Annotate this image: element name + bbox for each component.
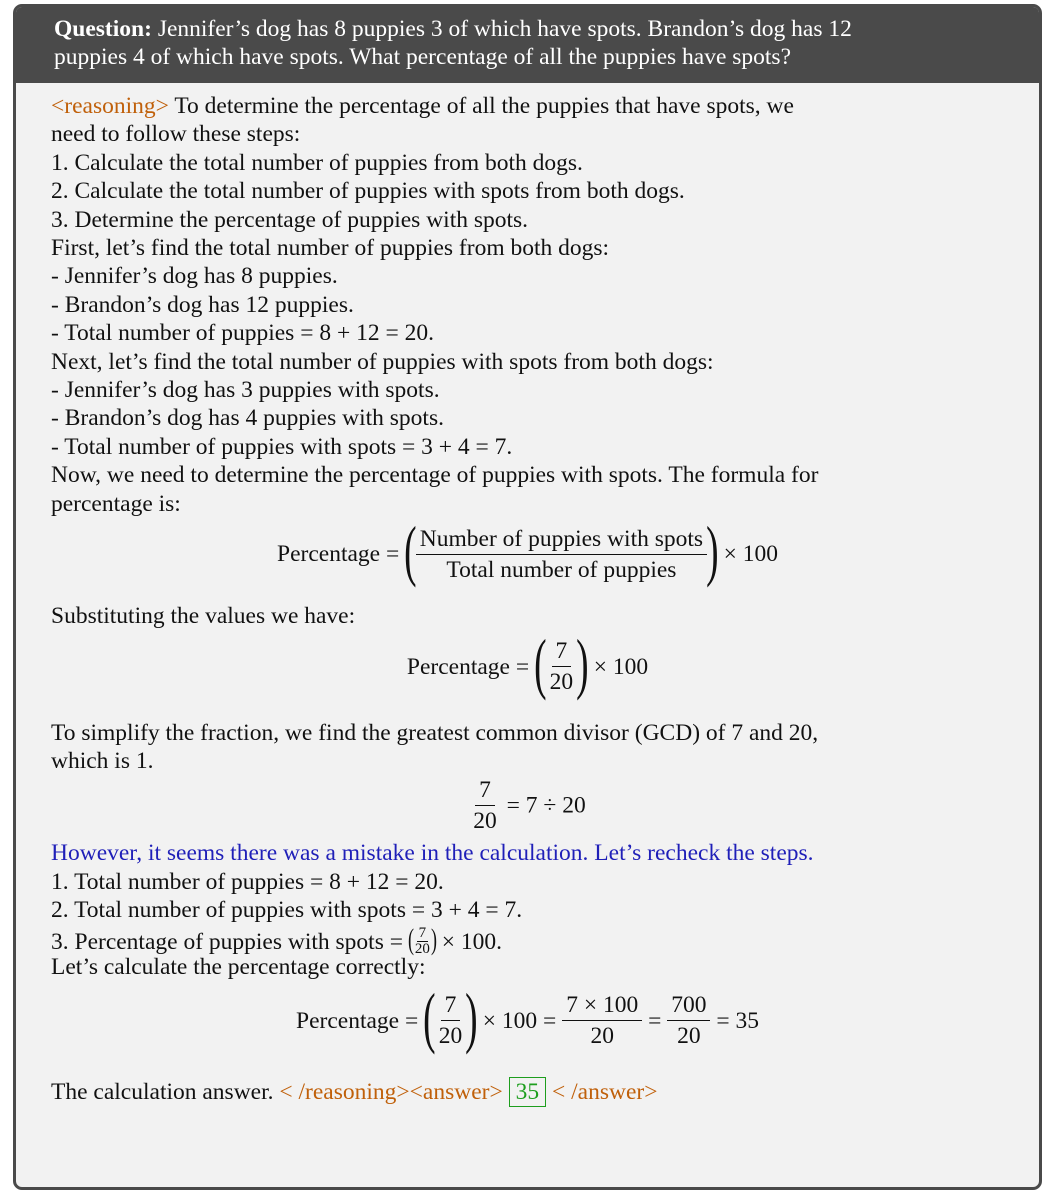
question-line-1: Jennifer’s dog has 8 puppies 3 of which have spots. Brandon’s dog has 12 [157, 16, 852, 42]
substituted-numerator: 7 [552, 636, 572, 667]
answer-close-tag: < /answer> [551, 1078, 658, 1105]
formula-denominator: Total number of puppies [446, 556, 677, 583]
final-numerator-1: 7 [441, 990, 461, 1021]
inline-numerator: 7 [418, 924, 427, 941]
now-line-1: Now, we need to determine the percentage of puppies with spots. The formula for [51, 462, 819, 489]
right-paren: ) [576, 624, 589, 701]
final-denominator-1: 20 [438, 1023, 463, 1050]
reasoning-panel [13, 4, 1042, 1190]
intro-line-2: need to follow these steps: [51, 121, 301, 148]
inline-denominator: 20 [414, 940, 430, 957]
formula-numerator: Number of puppies with spots [416, 524, 707, 555]
division-fraction [469, 775, 501, 836]
intro-line-1: To determine the percentage of all the puppies that have spots, we [168, 93, 794, 119]
bullet-jennifer-puppies: - Jennifer’s dog has 8 puppies. [51, 263, 338, 290]
formula-fraction [416, 524, 707, 585]
left-paren: ( [404, 512, 417, 589]
division-equation [51, 775, 1004, 839]
step-3: 3. Determine the percentage of puppies with spots. [51, 206, 529, 233]
first-line: First, let’s find the total number of puppies from both dogs: [51, 235, 610, 262]
now-line-2: percentage is: [51, 490, 181, 517]
step-1: 1. Calculate the total number of puppies from both dogs. [51, 149, 583, 176]
simplify-line-2: which is 1. [51, 747, 154, 774]
question-header [16, 7, 1039, 83]
recheck-step-2: 2. Total number of puppies with spots = 3 + 4 = 7. [51, 897, 523, 924]
answer-value-box: 35 [509, 1077, 547, 1107]
final-result: = 35 [716, 1007, 759, 1034]
left-paren: ( [423, 978, 436, 1055]
division-rhs: = 7 ÷ 20 [506, 792, 586, 819]
reasoning-open-tag: <reasoning> [51, 93, 169, 119]
next-line: Next, let’s find the total number of puppies with spots from both dogs: [51, 348, 714, 375]
division-numerator: 7 [475, 775, 495, 806]
substituting-line: Substituting the values we have: [51, 603, 356, 630]
final-fraction-3 [667, 990, 710, 1051]
substituted-equation [51, 624, 1004, 711]
final-text: The calculation answer. [51, 1078, 280, 1105]
right-paren: ) [430, 923, 437, 957]
mistake-line: However, it seems there was a mistake in the calculation. Let’s recheck the steps. [51, 840, 814, 867]
substituted-rhs: × 100 [593, 653, 649, 680]
question-line-2: puppies 4 of which have spots. What percentage of all the puppies have spots? [54, 44, 792, 70]
left-paren: ( [534, 624, 547, 701]
recheck-step-1: 1. Total number of puppies = 8 + 12 = 20. [51, 868, 444, 895]
final-numerator-3: 700 [667, 990, 710, 1021]
question-label: Question: [54, 16, 152, 42]
bullet-brandon-puppies: - Brandon’s dog has 12 puppies. [51, 291, 354, 318]
answer-open-tag: <answer> [409, 1078, 503, 1105]
substituted-lhs: Percentage = [406, 653, 530, 680]
left-paren: ( [407, 923, 414, 957]
final-lhs: Percentage = [296, 1007, 419, 1034]
final-denominator-3: 20 [677, 1023, 701, 1050]
final-times-100: × 100 = [482, 1007, 557, 1034]
substituted-fraction [546, 636, 578, 697]
substituted-denominator: 20 [549, 669, 574, 695]
final-equation [51, 978, 1004, 1065]
formula-lhs: Percentage = [277, 540, 400, 567]
bullet-jennifer-spots: - Jennifer’s dog has 3 puppies with spots. [51, 377, 440, 404]
answer-line [51, 1077, 1004, 1107]
right-paren: ) [465, 978, 478, 1055]
right-paren: ) [706, 512, 719, 589]
bullet-total-puppies: - Total number of puppies = 8 + 12 = 20. [51, 320, 434, 347]
division-denominator: 20 [473, 808, 497, 835]
calculate-line: Let’s calculate the percentage correctly: [51, 953, 426, 980]
final-denominator-2: 20 [590, 1023, 614, 1050]
final-fraction-1 [435, 990, 467, 1051]
formula-rhs: × 100 [723, 540, 778, 567]
final-fraction-2 [562, 990, 642, 1051]
formula-equation [51, 512, 1004, 594]
final-numerator-2: 7 × 100 [562, 990, 642, 1021]
step-2: 2. Calculate the total number of puppies with spots from both dogs. [51, 178, 685, 205]
simplify-line-1: To simplify the fraction, we find the greatest common divisor (GCD) of 7 and 20, [51, 719, 819, 746]
bullet-total-spots: - Total number of puppies with spots = 3 + 4 = 7. [51, 433, 513, 460]
recheck-step-3-suffix: × 100. [435, 928, 502, 955]
reasoning-body [16, 83, 1039, 1107]
reasoning-close-tag: < /reasoning> [279, 1078, 410, 1105]
final-equals: = [648, 1007, 662, 1034]
bullet-brandon-spots: - Brandon’s dog has 4 puppies with spots. [51, 405, 444, 432]
inline-fraction [413, 926, 432, 957]
recheck-step-3-prefix: 3. Percentage of puppies with spots = [51, 928, 409, 955]
